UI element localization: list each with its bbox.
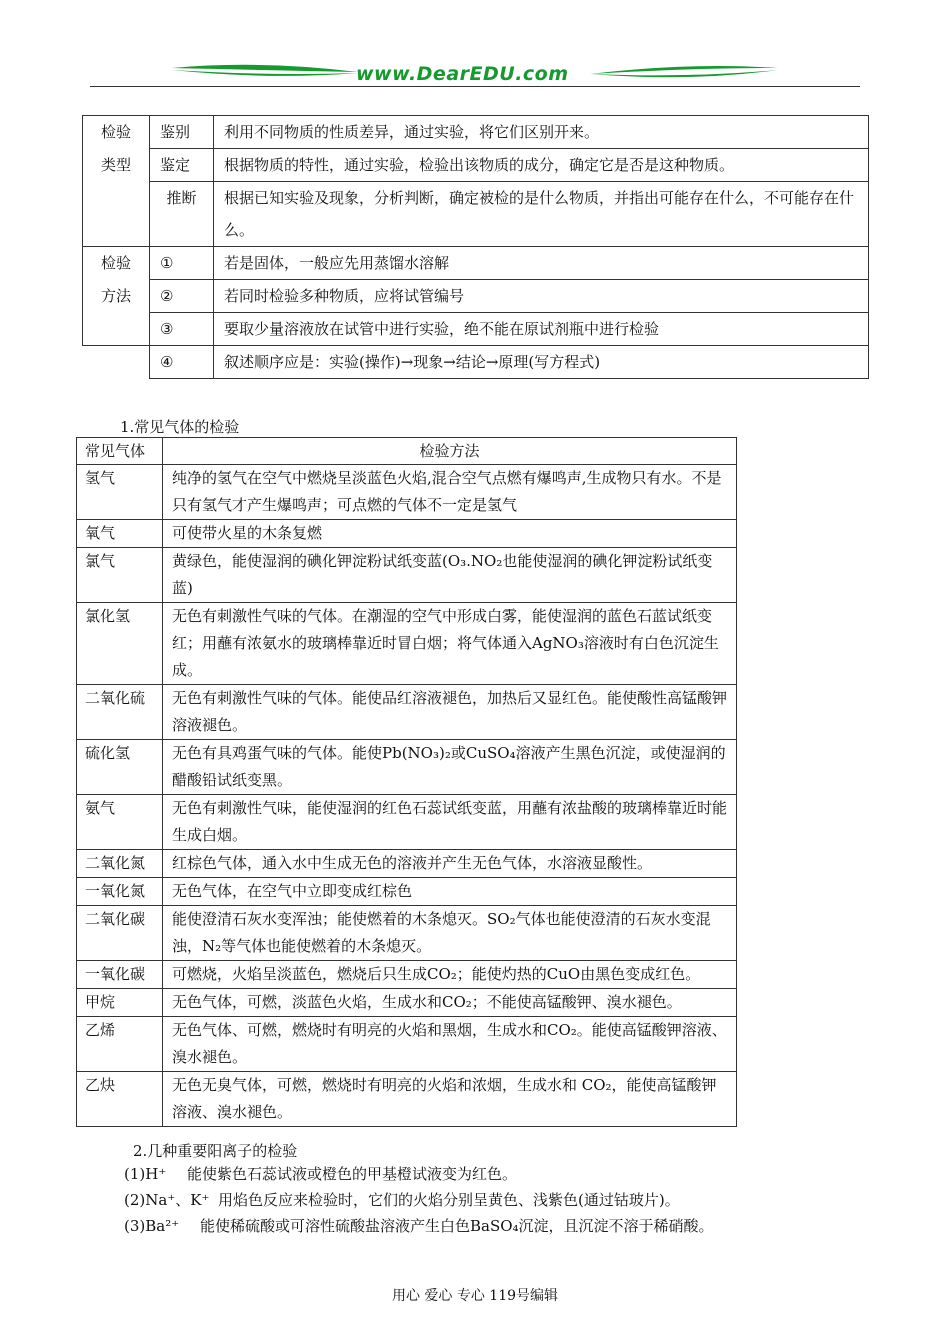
table-row xyxy=(83,116,869,149)
table-row xyxy=(77,520,737,548)
gas-name-cell: 二氧化硫 xyxy=(77,685,163,740)
page-footer: 用心 爱心 专心 119号编辑 xyxy=(391,1288,559,1304)
table-row xyxy=(83,247,869,280)
gas-name-cell: 乙烯 xyxy=(77,1017,163,1072)
row-label: ③ xyxy=(150,313,214,346)
ion-label: (1)H⁺ xyxy=(124,1165,167,1183)
ion-text: 能使紫色石蕊试液或橙色的甲基橙试液变为红色。 xyxy=(187,1165,518,1183)
cation-item xyxy=(124,1189,680,1211)
table-row xyxy=(77,850,737,878)
ion-text: 能使稀硫酸或可溶性硫酸盐溶液产生白色BaSO₄沉淀，且沉淀不溶于稀硝酸。 xyxy=(200,1217,714,1235)
ion-text: 用焰色反应来检验时，它们的火焰分别呈黄色、浅紫色(通过钴玻片)。 xyxy=(218,1191,680,1209)
cation-item xyxy=(124,1215,714,1237)
detection-method-cell: 无色气体、可燃，燃烧时有明亮的火焰和黑烟，生成水和CO₂。能使高锰酸钾溶液、溴水褪色。 xyxy=(163,1017,737,1072)
row-text: 若是固体，一般应先用蒸馏水溶解 xyxy=(214,247,869,280)
category-cell: 类型 xyxy=(83,149,150,182)
detection-method-cell: 无色有刺激性气味，能使湿润的红色石蕊试纸变蓝，用蘸有浓盐酸的玻璃棒靠近时能生成白烟。 xyxy=(163,795,737,850)
table-row xyxy=(83,149,869,182)
table-row xyxy=(77,906,737,961)
table-row xyxy=(83,182,869,247)
gas-name-cell: 硫化氢 xyxy=(77,740,163,795)
category-cell xyxy=(83,313,150,346)
section-1-title: 1.常见气体的检验 xyxy=(120,418,240,436)
table-row xyxy=(77,1017,737,1072)
gas-name-cell: 一氧化碳 xyxy=(77,961,163,989)
row-label: 鉴别 xyxy=(150,116,214,149)
row-label: ② xyxy=(150,280,214,313)
detection-method-cell: 无色气体，在空气中立即变成红棕色 xyxy=(163,878,737,906)
table-row xyxy=(77,740,737,795)
table-row xyxy=(83,346,869,379)
table-row xyxy=(77,878,737,906)
category-cell xyxy=(83,346,150,379)
column-header-gas: 常见气体 xyxy=(77,438,163,465)
table-row xyxy=(77,465,737,520)
section-2-title: 2.几种重要阳离子的检验 xyxy=(133,1142,298,1160)
gas-name-cell: 一氧化氮 xyxy=(77,878,163,906)
gas-name-cell: 氨气 xyxy=(77,795,163,850)
row-text: 若同时检验多种物质，应将试管编号 xyxy=(214,280,869,313)
gas-name-cell: 氯化氢 xyxy=(77,603,163,685)
table-row xyxy=(77,1072,737,1127)
gas-name-cell: 氧气 xyxy=(77,520,163,548)
row-text: 利用不同物质的性质差异，通过实验，将它们区别开来。 xyxy=(214,116,869,149)
detection-method-cell: 黄绿色，能使湿润的碘化钾淀粉试纸变蓝(O₃.NO₂也能使湿润的碘化钾淀粉试纸变蓝) xyxy=(163,548,737,603)
detection-method-cell: 能使澄清石灰水变浑浊；能使燃着的木条熄灭。SO₂气体也能使澄清的石灰水变混浊，N₂等气体也能使燃着的木条熄灭。 xyxy=(163,906,737,961)
category-cell: 检验 xyxy=(83,116,150,149)
gas-name-cell: 氢气 xyxy=(77,465,163,520)
table-row xyxy=(77,685,737,740)
detection-method-cell: 无色有刺激性气味的气体。在潮湿的空气中形成白雾，能使湿润的蓝色石蓝试纸变红；用蘸有浓氨水的玻璃棒靠近时冒白烟；将气体通入AgNO₃溶液时有白色沉淀生成。 xyxy=(163,603,737,685)
ion-label: (3)Ba²⁺ xyxy=(124,1217,180,1235)
cation-item xyxy=(124,1163,517,1185)
detection-method-cell: 纯净的氢气在空气中燃烧呈淡蓝色火焰,混合空气点燃有爆鸣声,生成物只有水。不是只有氢气才产生爆鸣声；可点燃的气体不一定是氢气 xyxy=(163,465,737,520)
gas-name-cell: 氯气 xyxy=(77,548,163,603)
row-label: ④ xyxy=(150,346,214,379)
ion-label: (2)Na⁺、K⁺ xyxy=(124,1191,210,1209)
detection-method-cell: 可使带火星的木条复燃 xyxy=(163,520,737,548)
gas-name-cell: 二氧化碳 xyxy=(77,906,163,961)
detection-method-cell: 红棕色气体，通入水中生成无色的溶液并产生无色气体，水溶液显酸性。 xyxy=(163,850,737,878)
row-text: 叙述顺序应是：实验(操作)→现象→结论→原理(写方程式) xyxy=(214,346,869,379)
table-row xyxy=(77,603,737,685)
row-text: 根据已知实验及现象，分析判断，确定被检的是什么物质，并指出可能存在什么，不可能存在什么。 xyxy=(214,182,869,247)
table-header-row xyxy=(77,438,737,465)
logo-text: www.DearEDU.com xyxy=(356,63,569,85)
gas-detection-table xyxy=(76,437,737,1127)
detection-method-cell: 无色气体，可燃，淡蓝色火焰，生成水和CO₂；不能使高锰酸钾、溴水褪色。 xyxy=(163,989,737,1017)
category-cell: 检验 xyxy=(83,247,150,280)
table-row xyxy=(77,548,737,603)
row-label: ① xyxy=(150,247,214,280)
detection-method-cell: 可燃烧，火焰呈淡蓝色，燃烧后只生成CO₂；能使灼热的CuO由黑色变成红色。 xyxy=(163,961,737,989)
table-row xyxy=(77,795,737,850)
detection-method-cell: 无色有刺激性气味的气体。能使品红溶液褪色，加热后又显红色。能使酸性高锰酸钾溶液褪色。 xyxy=(163,685,737,740)
row-label: 推断 xyxy=(150,182,214,247)
gas-name-cell: 二氧化氮 xyxy=(77,850,163,878)
column-header-method: 检验方法 xyxy=(163,438,737,465)
gas-name-cell: 乙炔 xyxy=(77,1072,163,1127)
header-rule xyxy=(90,86,860,87)
detection-method-cell: 无色有具鸡蛋气味的气体。能使Pb(NO₃)₂或CuSO₄溶液产生黑色沉淀，或使湿润的醋酸铅试纸变黑。 xyxy=(163,740,737,795)
category-cell: 方法 xyxy=(83,280,150,313)
table-row xyxy=(77,989,737,1017)
table-row xyxy=(83,313,869,346)
row-text: 要取少量溶液放在试管中进行实验，绝不能在原试剂瓶中进行检验 xyxy=(214,313,869,346)
detection-method-cell: 无色无臭气体，可燃，燃烧时有明亮的火焰和浓烟，生成水和 CO₂，能使高锰酸钾溶液、溴水褪色。 xyxy=(163,1072,737,1127)
row-text: 根据物质的特性，通过实验，检验出该物质的成分，确定它是否是这种物质。 xyxy=(214,149,869,182)
category-cell xyxy=(83,182,150,247)
table-row xyxy=(77,961,737,989)
gas-name-cell: 甲烷 xyxy=(77,989,163,1017)
table-row xyxy=(83,280,869,313)
row-label: 鉴定 xyxy=(150,149,214,182)
inspection-overview-table xyxy=(82,115,869,379)
